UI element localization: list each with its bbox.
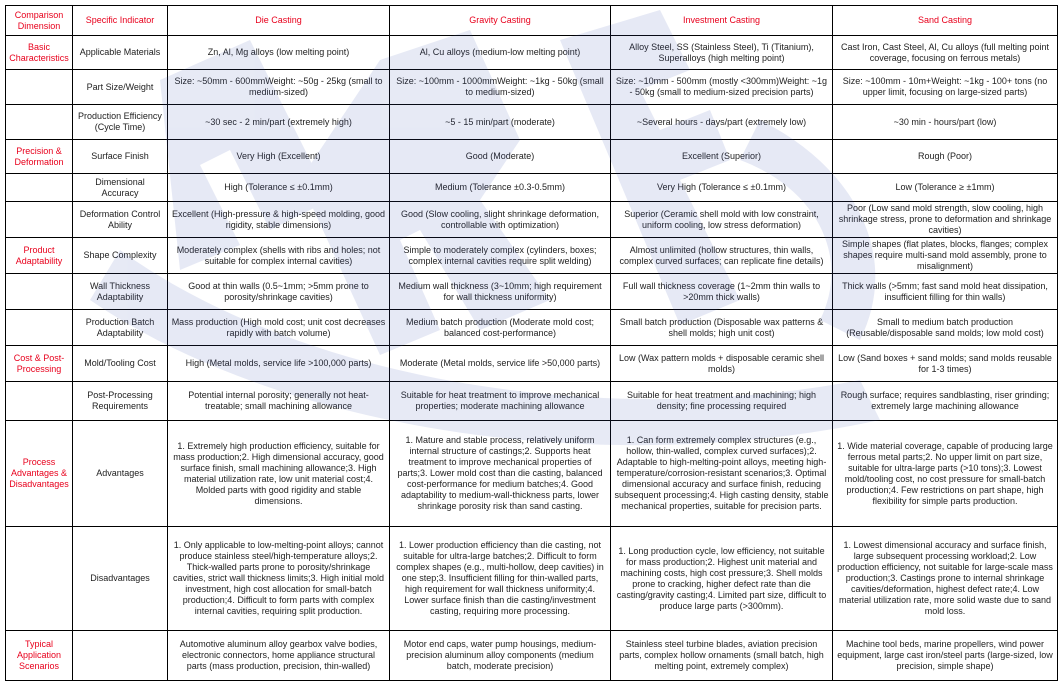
table-row [6, 527, 1058, 631]
gravity-casting-cell: Suitable for heat treatment to improve mechanical properties; moderate machining allowance [390, 382, 611, 421]
investment-casting-cell: 1. Can form extremely complex structures (e.g., hollow, thin-walled, complex curved surfaces);2. Adaptable to high-melting-point alloys, meeting high-temperature/corrosion-resistant scenarios;3. Optimal dimensional accuracy and surface finish, reducing subsequent processing;4. High casting density, stable mechanical properties, suitable for precision parts. [611, 421, 833, 527]
header-die-casting: Die Casting [168, 6, 390, 36]
die-casting-cell: Potential internal porosity; generally not heat-treatable; small machining allowance [168, 382, 390, 421]
indicator-cell: Disadvantages [73, 527, 168, 631]
die-casting-cell: Zn, Al, Mg alloys (low melting point) [168, 36, 390, 70]
dimension-cell [6, 382, 73, 421]
sand-casting-cell: Size: ~100mm - 10m+Weight: ~1kg - 100+ tons (no upper limit, focusing on large-sized parts) [833, 70, 1058, 105]
header-specific-indicator: Specific Indicator [73, 6, 168, 36]
indicator-cell: Wall Thickness Adaptability [73, 274, 168, 310]
dimension-cell: Precision & Deformation [6, 140, 73, 174]
die-casting-cell: Moderately complex (shells with ribs and holes; not suitable for complex internal cavities) [168, 238, 390, 274]
die-casting-cell: 1. Extremely high production efficiency, suitable for mass production;2. High dimensional accuracy, good surface finish, small machining allowance;3. High material utilization rate, low unit material cost;4. Molded parts with good rigidity and stable dimensions. [168, 421, 390, 527]
table-row [6, 140, 1058, 174]
gravity-casting-cell: Medium (Tolerance ±0.3-0.5mm) [390, 174, 611, 202]
dimension-cell [6, 70, 73, 105]
dimension-cell: Basic Characteristics [6, 36, 73, 70]
dimension-cell [6, 310, 73, 346]
table-row [6, 36, 1058, 70]
table-row [6, 238, 1058, 274]
sand-casting-cell: Poor (Low sand mold strength, slow cooling, high shrinkage stress, prone to deformation and shrinkage cavities) [833, 202, 1058, 238]
indicator-cell: Part Size/Weight [73, 70, 168, 105]
header-row [6, 6, 1058, 36]
investment-casting-cell: Very High (Tolerance ≤ ±0.1mm) [611, 174, 833, 202]
die-casting-cell: ~30 sec - 2 min/part (extremely high) [168, 105, 390, 140]
indicator-cell: Production Efficiency (Cycle Time) [73, 105, 168, 140]
dimension-cell: Typical Application Scenarios [6, 631, 73, 681]
header-sand-casting: Sand Casting [833, 6, 1058, 36]
table-row [6, 382, 1058, 421]
indicator-cell: Mold/Tooling Cost [73, 346, 168, 382]
gravity-casting-cell: Good (Slow cooling, slight shrinkage deformation, controllable with optimization) [390, 202, 611, 238]
gravity-casting-cell: Size: ~100mm - 1000mmWeight: ~1kg - 50kg (small to medium-sized) [390, 70, 611, 105]
die-casting-cell: Very High (Excellent) [168, 140, 390, 174]
gravity-casting-cell: Motor end caps, water pump housings, medium-precision aluminum alloy components (medium batch, moderate precision) [390, 631, 611, 681]
die-casting-cell: Mass production (High mold cost; unit cost decreases rapidly with batch volume) [168, 310, 390, 346]
table-row [6, 174, 1058, 202]
sand-casting-cell: Small to medium batch production (Reusable/disposable sand molds; low mold cost) [833, 310, 1058, 346]
gravity-casting-cell: Good (Moderate) [390, 140, 611, 174]
dimension-cell [6, 202, 73, 238]
gravity-casting-cell: Al, Cu alloys (medium-low melting point) [390, 36, 611, 70]
gravity-casting-cell: Simple to moderately complex (cylinders, boxes; complex internal cavities require split welding) [390, 238, 611, 274]
dimension-cell [6, 105, 73, 140]
sand-casting-cell: 1. Wide material coverage, capable of producing large ferrous metal parts;2. No upper limit on part size, suitable for ultra-large parts (>10 tons);3. Lowest mold/tooling cost, no cost pressure for small-batch production;4. Few restrictions on part shape, high flexibility for simple parts production. [833, 421, 1058, 527]
sand-casting-cell: Low (Sand boxes + sand molds; sand molds reusable for 1-3 times) [833, 346, 1058, 382]
indicator-cell: Advantages [73, 421, 168, 527]
sand-casting-cell: Machine tool beds, marine propellers, wind power equipment, large cast iron/steel parts (large-sized, low precision, simple shape) [833, 631, 1058, 681]
dimension-cell: Process Advantages & Disadvantages [6, 421, 73, 527]
die-casting-cell: 1. Only applicable to low-melting-point alloys; cannot produce stainless steel/high-temperature alloys;2. Thick-walled parts prone to porosity/shrinkage cavities, strict wall thickness limits;3. High initial mold investment, high cost allocation for small-batch production;4. Difficult to form parts with complex internal cavities, requiring split production. [168, 527, 390, 631]
sand-casting-cell: Thick walls (>5mm; fast sand mold heat dissipation, insufficient filling for thin walls) [833, 274, 1058, 310]
indicator-cell: Dimensional Accuracy [73, 174, 168, 202]
indicator-cell: Applicable Materials [73, 36, 168, 70]
header-comparison-dimension: Comparison Dimension [6, 6, 73, 36]
header-investment-casting: Investment Casting [611, 6, 833, 36]
indicator-cell: Surface Finish [73, 140, 168, 174]
investment-casting-cell: Suitable for heat treatment and machining; high density; fine processing required [611, 382, 833, 421]
comparison-table-container [5, 5, 1058, 681]
gravity-casting-cell: Medium wall thickness (3~10mm; high requirement for wall thickness uniformity) [390, 274, 611, 310]
header-gravity-casting: Gravity Casting [390, 6, 611, 36]
investment-casting-cell: Full wall thickness coverage (1~2mm thin walls to >20mm thick walls) [611, 274, 833, 310]
investment-casting-cell: Excellent (Superior) [611, 140, 833, 174]
sand-casting-cell: 1. Lowest dimensional accuracy and surface finish, large subsequent processing workload;2. Low production efficiency, not suitable for large-scale mass production;3. Castings prone to internal shrinkage cavities/deformation, highest defect rate;4. Low material utilization rate, more solid waste due to sand mold loss. [833, 527, 1058, 631]
sand-casting-cell: Rough (Poor) [833, 140, 1058, 174]
dimension-cell [6, 274, 73, 310]
die-casting-cell: Excellent (High-pressure & high-speed molding, good rigidity, stable dimensions) [168, 202, 390, 238]
dimension-cell [6, 527, 73, 631]
investment-casting-cell: Low (Wax pattern molds + disposable ceramic shell molds) [611, 346, 833, 382]
gravity-casting-cell: Moderate (Metal molds, service life >50,000 parts) [390, 346, 611, 382]
indicator-cell: Shape Complexity [73, 238, 168, 274]
investment-casting-cell: Small batch production (Disposable wax patterns & shell molds; high unit cost) [611, 310, 833, 346]
gravity-casting-cell: 1. Mature and stable process, relatively uniform internal structure of castings;2. Supports heat treatment to improve mechanical properties of parts;3. Lower mold cost than die casting, balanced cost-performance for medium batches;4. Good adaptability to medium-wall-thickness parts, lower shrinkage porosity risk than sand casting. [390, 421, 611, 527]
indicator-cell: Post-Processing Requirements [73, 382, 168, 421]
dimension-cell: Cost & Post-Processing [6, 346, 73, 382]
sand-casting-cell: Low (Tolerance ≥ ±1mm) [833, 174, 1058, 202]
table-row [6, 346, 1058, 382]
die-casting-cell: Size: ~50mm - 600mmWeight: ~50g - 25kg (small to medium-sized) [168, 70, 390, 105]
die-casting-cell: High (Tolerance ≤ ±0.1mm) [168, 174, 390, 202]
sand-casting-cell: Rough surface; requires sandblasting, riser grinding; extremely large machining allowance [833, 382, 1058, 421]
gravity-casting-cell: 1. Lower production efficiency than die casting, not suitable for ultra-large batches;2. Difficult to form complex shapes (e.g., multi-hollow, deep cavities) in one step;3. Insufficient filling for thin-walled parts, high requirement for wall thickness uniformity;4. Lower surface finish than die casting/investment casting, requiring more processing. [390, 527, 611, 631]
investment-casting-cell: Superior (Ceramic shell mold with low constraint, uniform cooling, low stress deformation) [611, 202, 833, 238]
table-row [6, 310, 1058, 346]
sand-casting-cell: ~30 min - hours/part (low) [833, 105, 1058, 140]
table-row [6, 274, 1058, 310]
investment-casting-cell: Size: ~10mm - 500mm (mostly <300mm)Weight: ~1g - 50kg (small to medium-sized precision parts) [611, 70, 833, 105]
table-row [6, 202, 1058, 238]
investment-casting-cell: 1. Long production cycle, low efficiency, not suitable for mass production;2. Highest unit material and machining costs, high cost pressure;3. Shell molds prone to cracking, higher defect rate than die casting/gravity casting;4. Limited part size, difficult to produce large parts (>300mm). [611, 527, 833, 631]
die-casting-cell: High (Metal molds, service life >100,000 parts) [168, 346, 390, 382]
gravity-casting-cell: Medium batch production (Moderate mold cost; balanced cost-performance) [390, 310, 611, 346]
dimension-cell [6, 174, 73, 202]
investment-casting-cell: Almost unlimited (hollow structures, thin walls, complex curved surfaces; can replicate fine details) [611, 238, 833, 274]
table-row [6, 105, 1058, 140]
investment-casting-cell: ~Several hours - days/part (extremely low) [611, 105, 833, 140]
casting-comparison-table [5, 5, 1058, 681]
indicator-cell: Deformation Control Ability [73, 202, 168, 238]
table-row [6, 70, 1058, 105]
die-casting-cell: Good at thin walls (0.5~1mm; >5mm prone to porosity/shrinkage cavities) [168, 274, 390, 310]
table-row [6, 421, 1058, 527]
die-casting-cell: Automotive aluminum alloy gearbox valve bodies, electronic connectors, home appliance structural parts (mass production, precision, thin-walled) [168, 631, 390, 681]
dimension-cell: Product Adaptability [6, 238, 73, 274]
sand-casting-cell: Cast Iron, Cast Steel, Al, Cu alloys (full melting point coverage, focusing on ferrous metals) [833, 36, 1058, 70]
investment-casting-cell: Alloy Steel, SS (Stainless Steel), Ti (Titanium), Superalloys (high melting point) [611, 36, 833, 70]
sand-casting-cell: Simple shapes (flat plates, blocks, flanges; complex shapes require multi-sand mold assembly, prone to misalignment) [833, 238, 1058, 274]
table-row [6, 631, 1058, 681]
indicator-cell: Production Batch Adaptability [73, 310, 168, 346]
investment-casting-cell: Stainless steel turbine blades, aviation precision parts, complex hollow ornaments (small batch, high melting point, extremely complex) [611, 631, 833, 681]
indicator-cell [73, 631, 168, 681]
gravity-casting-cell: ~5 - 15 min/part (moderate) [390, 105, 611, 140]
